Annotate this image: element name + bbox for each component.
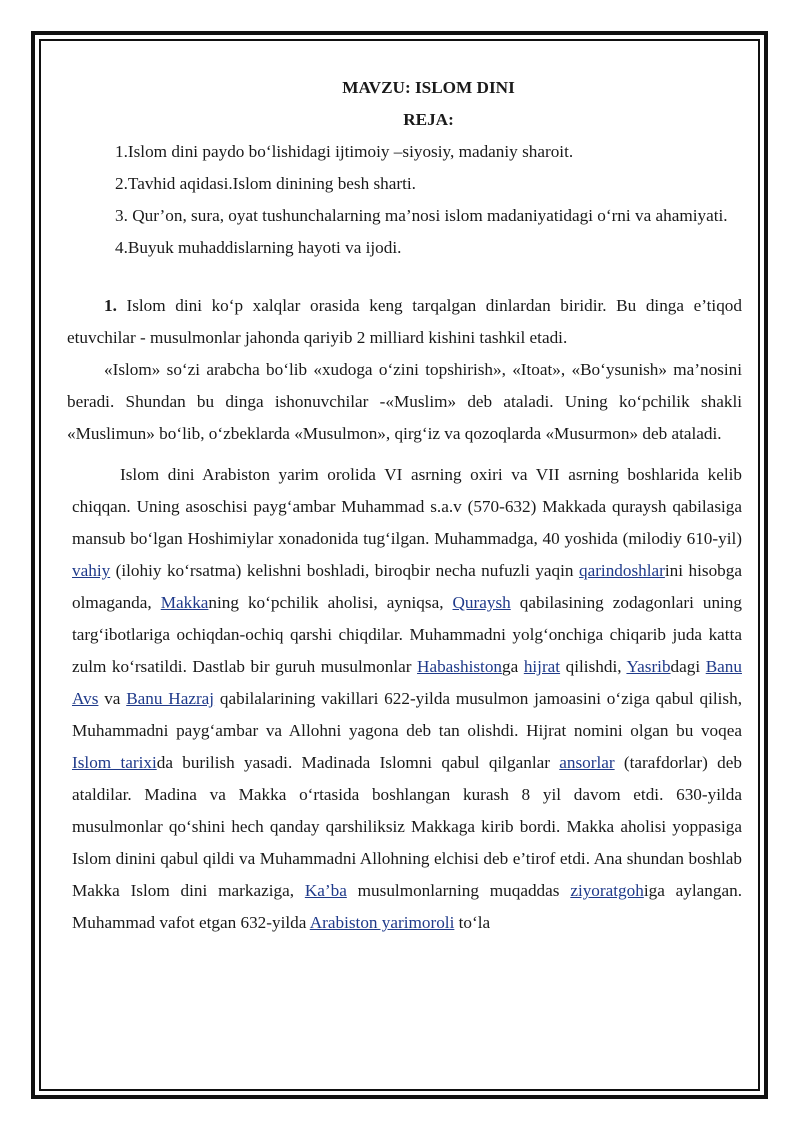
text-run: ga bbox=[502, 657, 524, 676]
text-run: qabilasining zodagonlari uning targ‘ibotlariga ochiqdan-ochiq qarshi chiqdilar. Muhammadni yolg‘onchiga chiqarib juda katta zulm ko‘rsatildi. Dastlab bir guruh musulmonlar bbox=[72, 593, 742, 676]
text-run: to‘la bbox=[454, 913, 491, 932]
link-banu-avs[interactable]: Banu Avs bbox=[72, 657, 742, 708]
plan-item-1: 1.Islom dini paydo bo‘lishidagi ijtimoiy –siyosiy, madaniy sharoit. bbox=[115, 142, 574, 161]
text-run: da burilish yasadi. Madinada Islomni qabul qilganlar bbox=[156, 753, 560, 772]
text-run: Islom dini Arabiston yarim orolida VI asrning oxiri va VII asrning boshlarida kelib chiqqan. Uning asoschisi payg‘ambar Muhammad s.a.v (570-632) Makkada quraysh qabilasiga mansub bo‘lgan Hoshimiylar xonadonida tug‘ilgan. Muhammadga, 40 yoshida (milodiy 610-yil) bbox=[72, 465, 742, 548]
text-run: dagi bbox=[670, 657, 706, 676]
text-run: ini hisobga olmaganda, bbox=[72, 561, 742, 612]
link-qarindoshlar[interactable]: qarindoshlar bbox=[578, 561, 665, 580]
paragraph-3 bbox=[67, 459, 742, 939]
link-ziyoratgoh[interactable]: ziyoratgoh bbox=[570, 881, 644, 900]
plan-item-4: 4.Buyuk muhaddislarning hayoti va ijodi. bbox=[115, 238, 402, 257]
link-yasrib[interactable]: Yasrib bbox=[626, 657, 671, 676]
link-makka[interactable]: Makka bbox=[160, 593, 209, 612]
plan-item-3: 3. Qur’on, sura, oyat tushunchalarning ma’nosi islom madaniyatidagi o‘rni va ahamiyati. bbox=[115, 206, 728, 225]
section-number: 1. bbox=[104, 296, 117, 315]
plan-item-2: 2.Tavhid aqidasi.Islom dinining besh sharti. bbox=[115, 174, 416, 193]
text-run: qabilalarining vakillari 622-yilda musulmon jamoasini o‘ziga qabul qilish, Muhammadni payg‘ambar va Allohni yagona deb tan olishdi. Hijrat nomini olgan bu voqea bbox=[72, 689, 742, 740]
link-quraysh[interactable]: Quraysh bbox=[452, 593, 511, 612]
link-banu-hazraj[interactable]: Banu Hazraj bbox=[126, 689, 215, 708]
plan-heading: REJA: bbox=[403, 110, 454, 129]
paragraph-1-text: Islom dini ko‘p xalqlar orasida keng tarqalgan dinlardan biridir. Bu dinga e’tiqod etuvchilar - musulmonlar jahonda qariyib 2 milliard kishini tashkil etadi. bbox=[67, 296, 742, 347]
paragraph-1 bbox=[67, 290, 742, 354]
link-hijrat[interactable]: hijrat bbox=[523, 657, 561, 676]
text-run: (ilohiy ko‘rsatma) kelishni boshladi, biroqbir necha nufuzli yaqin bbox=[110, 561, 579, 580]
spacer bbox=[67, 264, 742, 290]
text-run: qilishdi, bbox=[560, 657, 627, 676]
link-ansorlar[interactable]: ansorlar bbox=[559, 753, 615, 772]
paragraph-2: «Islom» so‘zi arabcha bo‘lib «xudoga o‘zini topshirish», «Itoat», «Bo‘ysunish» ma’nosini beradi. Shundan bu dinga ishonuvchilar -«Muslim» deb ataladi. Uning ko‘pchilik shakli «Muslimun» bo‘lib, o‘zbeklarda «Musulmon», qirg‘iz va qozoqlarda «Musurmon» deb ataladi. bbox=[67, 360, 742, 443]
link-kaba[interactable]: Ka’ba bbox=[304, 881, 347, 900]
link-habashiston[interactable]: Habashiston bbox=[417, 657, 503, 676]
document-title: MAVZU: ISLOM DINI bbox=[342, 78, 515, 97]
link-vahiy[interactable]: vahiy bbox=[72, 561, 111, 580]
document-body bbox=[67, 72, 742, 939]
text-run: (tarafdorlar) deb ataldilar. Madina va Makka o‘rtasida boshlangan kurash 8 yil davom etdi. 630-yilda musulmonlar qo‘shini hech qanday qarshiliksiz Makkaga kirib bordi. Makka aholisi yoppasiga Islom dinini qabul qildi va Muhammadni Allohning elchisi deb e’tirof etdi. Ana shundan boshlab Makka Islom dini markaziga, bbox=[72, 753, 742, 900]
link-islom-tarixi[interactable]: Islom tarixi bbox=[72, 753, 157, 772]
text-run: ning ko‘pchilik aholisi, ayniqsa, bbox=[208, 593, 453, 612]
text-run: va bbox=[98, 689, 127, 708]
text-run: musulmonlarning muqaddas bbox=[346, 881, 571, 900]
text-run: iga aylangan. Muhammad vafot etgan 632-yilda bbox=[72, 881, 742, 932]
link-arabiston-yarimoroli[interactable]: Arabiston yarimoroli bbox=[309, 913, 455, 932]
